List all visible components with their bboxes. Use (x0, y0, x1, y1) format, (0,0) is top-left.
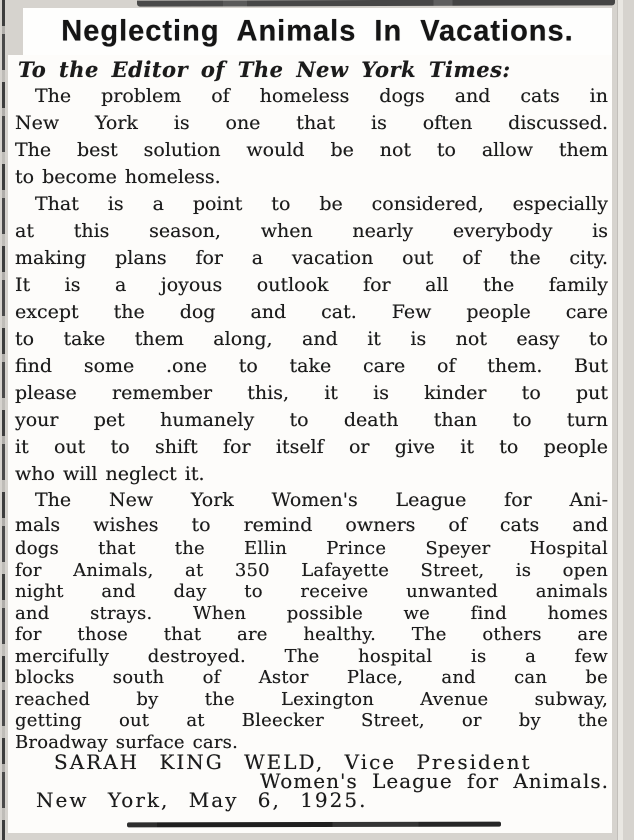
headline: Neglecting Animals In Vacations. (61, 14, 574, 48)
article-line: New York is one that is often discussed. (15, 112, 608, 134)
signature-organization: Women's League for Animals. (260, 769, 609, 793)
article-line: dogs that the Ellin Prince Speyer Hospital (15, 538, 608, 559)
article-line: except the dog and cat. Few people care (15, 301, 608, 323)
article-line: Broadway surface cars. (15, 731, 239, 753)
article-line: reached by the Lexington Avenue subway, (15, 688, 608, 710)
article-line: your pet humanely to death than to turn (15, 409, 608, 431)
article-line: making plans for a vacation out of the city. (15, 247, 608, 269)
right-gutter-seam (617, 0, 623, 840)
headline-box (23, 8, 612, 56)
bottom-rule (127, 822, 501, 828)
article-line: it out to shift for itself or give it to people (15, 436, 608, 458)
article-line: to take them along, and it is not easy to (15, 328, 608, 350)
signature-name: SARAH KING WELD, Vice President (54, 750, 532, 774)
article-line: That is a point to be considered, especially (35, 193, 608, 215)
left-edge-scan-rule (2, 0, 5, 840)
article-line: night and day to receive unwanted animals (15, 581, 608, 602)
article-line: It is a joyous outlook for all the family (15, 274, 608, 296)
article-line: please remember this, it is kinder to put (15, 382, 608, 404)
article-line: mals wishes to remind owners of cats and (15, 514, 608, 536)
article-line: find some .one to take care of them. But (15, 355, 608, 377)
article-line: for those that are healthy. The others are (15, 624, 608, 645)
article-line: mercifully destroyed. The hospital is a few (15, 645, 608, 667)
article-line: The best solution would be not to allow them (15, 139, 608, 161)
article-line: getting out at Bleecker Street, or by the (15, 710, 608, 731)
article-line: and strays. When possible we find homes (15, 602, 608, 624)
article-line: who will neglect it. (15, 463, 205, 485)
article-column (8, 55, 612, 833)
article-line: The New York Women's League for Ani- (35, 489, 608, 511)
salutation-line: To the Editor of The New York Times: (18, 57, 511, 82)
article-line: blocks south of Astor Place, and can be (15, 667, 608, 688)
article-line: The problem of homeless dogs and cats in (35, 85, 608, 107)
article-line: for Animals, at 350 Lafayette Street, is open (15, 559, 608, 581)
article-line: at this season, when nearly everybody is (15, 220, 608, 242)
top-rule-fragment (137, 0, 615, 7)
article-line: to become homeless. (15, 166, 221, 188)
signature-dateline: New York, May 6, 1925. (36, 788, 368, 812)
